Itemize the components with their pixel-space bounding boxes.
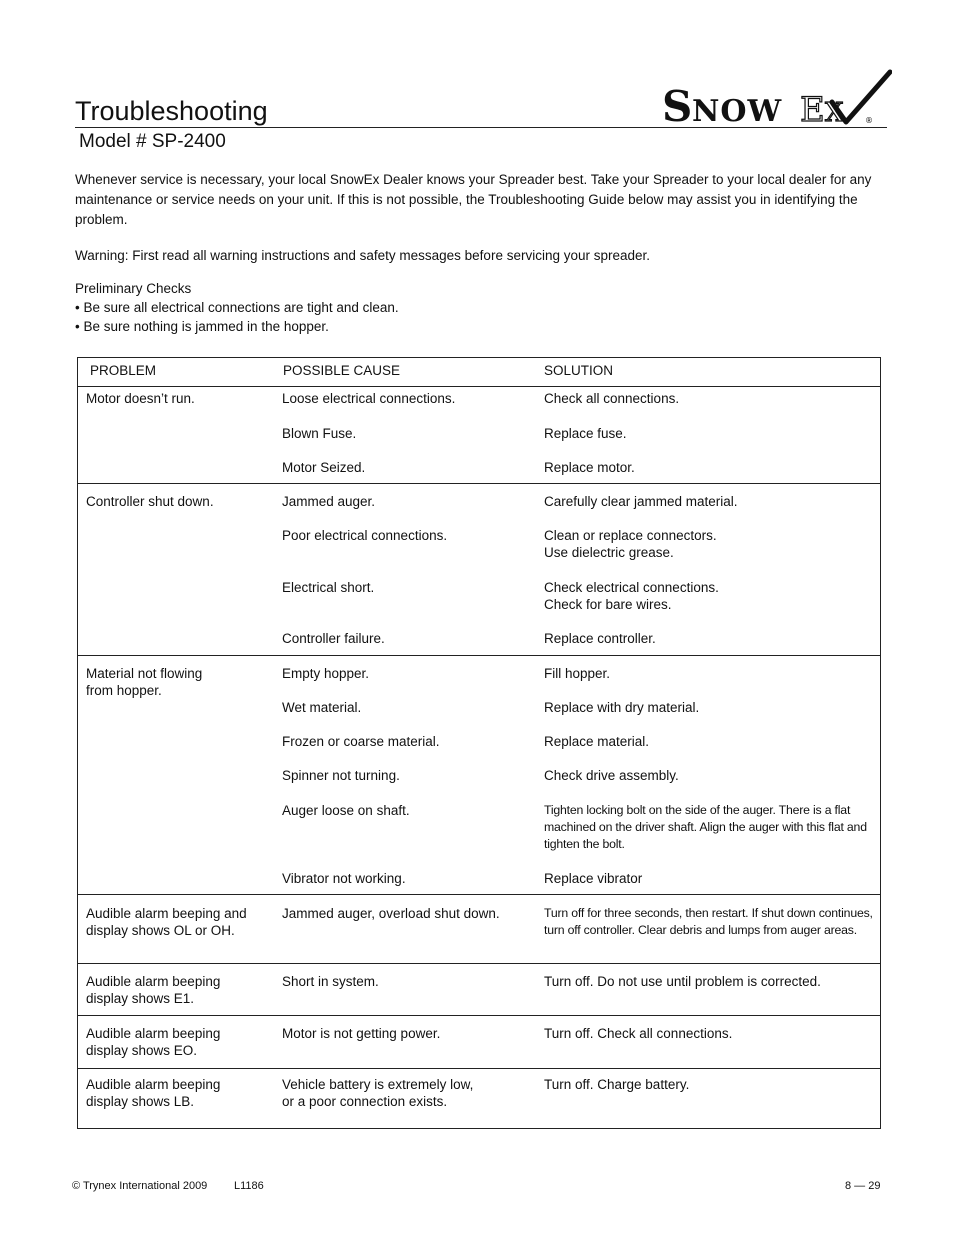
preliminary-checks [75,279,885,336]
troubleshooting-table [77,357,881,1129]
logo-e: E [800,90,825,128]
cause-cell: Short in system. [282,974,379,989]
table-group [78,484,880,656]
model-number: Model # SP-2400 [79,131,226,152]
header-cause: POSSIBLE CAUSE [283,363,401,378]
solution-cell: Check drive assembly. [544,768,679,783]
registered-mark: ® [865,116,873,125]
table-group [78,656,880,895]
page-title: Troubleshooting [75,96,268,126]
table-header [78,358,880,387]
check-item: • Be sure all electrical connections are tight and clean. [75,300,399,315]
cause-cell: Electrical short. [282,580,375,595]
cause-cell: Frozen or coarse material. [282,734,440,749]
cause-cell: Controller failure. [282,631,385,646]
cause-cell: Poor electrical connections. [282,528,448,543]
solution-cell: Turn off for three seconds, then restart. If shut down continues, turn off controller. Clear debris and lumps from auger areas. [544,906,873,937]
solution-cell: Check electrical connections. Check for bare wires. [544,580,719,612]
cause-cell: Jammed auger. [282,494,376,509]
solution-cell: Replace controller. [544,631,656,646]
intro-paragraph: Whenever service is necessary, your local SnowEx Dealer knows your Spreader best. Take your Spreader to your local dealer for any maintenance or service needs on your unit. If this is not possible, the Troubleshooting Guide below may assist you in identifying the problem. [75,172,872,227]
document-number: L1186 [234,1180,264,1192]
solution-cell: Tighten locking bolt on the side of the auger. There is a flat machined on the driver shaft. Align the auger with this flat and tighten the bolt. [544,803,867,851]
solution-cell: Replace material. [544,734,650,749]
solution-cell: Replace motor. [544,460,635,475]
check-item: • Be sure nothing is jammed in the hopper. [75,319,329,334]
solution-cell: Replace with dry material. [544,700,700,715]
table-group [78,1069,880,1127]
copyright: © Trynex International 2009 [72,1180,208,1192]
cause-cell: Jammed auger, overload shut down. [282,906,500,921]
table-group [78,895,880,964]
cause-cell: Vibrator not working. [282,871,406,886]
page-number: 8 — 29 [845,1180,881,1192]
cause-cell: Spinner not turning. [282,768,400,783]
cause-cell: Wet material. [282,700,362,715]
problem-cell: Audible alarm beeping display shows LB. [86,1077,221,1109]
cause-cell: Motor Seized. [282,460,366,475]
cause-cell: Blown Fuse. [282,426,357,441]
logo-x: X [825,98,844,128]
solution-cell: Fill hopper. [544,666,611,681]
solution-cell: Turn off. Do not use until problem is corrected. [544,974,821,989]
cause-cell: Loose electrical connections. [282,391,456,406]
header-problem: PROBLEM [90,363,157,378]
cause-cell: Vehicle battery is extremely low, or a poor connection exists. [282,1077,474,1109]
problem-cell: Material not flowing from hopper. [86,666,203,698]
logo-now: NOW [692,94,783,128]
solution-cell: Turn off. Charge battery. [544,1077,690,1092]
table-group [78,1016,880,1069]
table-group [78,387,880,484]
problem-cell: Audible alarm beeping display shows EO. [86,1026,221,1058]
checkmark-icon [832,72,890,122]
cause-cell: Empty hopper. [282,666,370,681]
problem-cell: Audible alarm beeping and display shows OL or OH. [86,906,247,938]
solution-cell: Turn off. Check all connections. [544,1026,733,1041]
table-group [78,964,880,1016]
problem-cell: Motor doesn’t run. [86,391,195,406]
cause-cell: Auger loose on shaft. [282,803,410,818]
problem-cell: Controller shut down. [86,494,214,509]
cause-cell: Motor is not getting power. [282,1026,441,1041]
solution-cell: Carefully clear jammed material. [544,494,738,509]
checks-heading: Preliminary Checks [75,281,192,296]
solution-cell: Clean or replace connectors. Use dielectric grease. [544,528,717,560]
solution-cell: Replace vibrator [544,871,643,886]
warning-text: Warning: First read all warning instructions and safety messages before servicing your spreader. [75,248,651,263]
solution-cell: Check all connections. [544,391,680,406]
logo-s: S [662,82,693,128]
snowex-logo [660,68,892,128]
solution-cell: Replace fuse. [544,426,627,441]
problem-cell: Audible alarm beeping display shows E1. [86,974,221,1006]
header-solution: SOLUTION [544,363,614,378]
